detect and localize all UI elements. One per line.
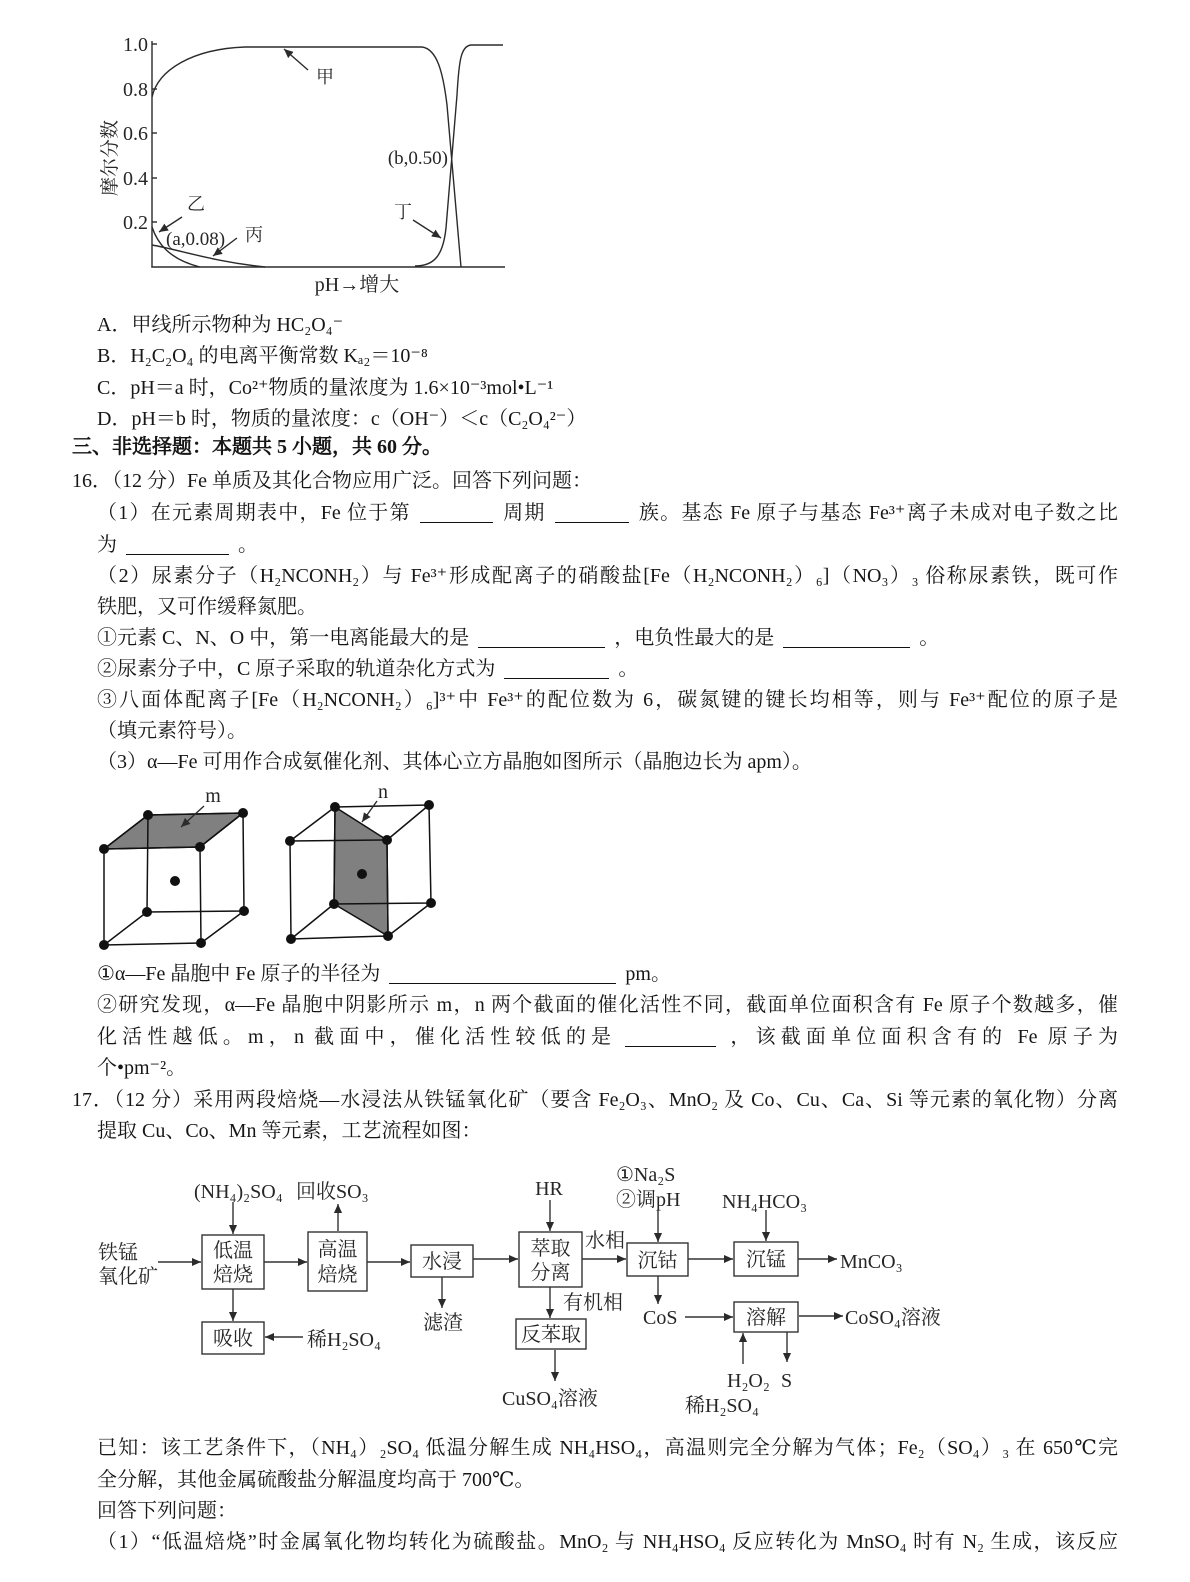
q16-part1-line1: [97, 498, 1118, 528]
q16-part2-sub1: [97, 623, 939, 653]
label-ding: 丁: [394, 202, 412, 222]
box-extract-line1: 萃取: [530, 1238, 571, 1260]
h2o2-label: H₂O₂: [727, 1370, 770, 1392]
text-segment: （1）在元素周期表中，Fe 位于第: [97, 502, 411, 524]
label-jia: 甲: [316, 67, 334, 87]
answer-blank: [625, 1045, 716, 1047]
q16-part3-sub2-line3: 个•pm⁻²。: [97, 1057, 187, 1079]
option-d: D．pH＝b 时，物质的量浓度：c（OH⁻）＜c（C₂O₄²⁻）: [97, 408, 587, 430]
box-low-temp-line2: 焙烧: [213, 1264, 253, 1286]
label-yi: 乙: [187, 194, 205, 214]
annotation-point-a: (a,0.08): [166, 229, 226, 250]
organic-phase-label: 有机相: [563, 1292, 623, 1314]
box-extract-line2: 分离: [530, 1262, 571, 1284]
answer-blank: [555, 521, 629, 523]
body-center-atom: [357, 869, 367, 879]
text-segment: 族。基态 Fe 原子与基态 Fe³⁺离子未成对电子数之比: [637, 502, 1119, 524]
atoms: [285, 800, 436, 944]
atom: [383, 931, 393, 941]
cobalt-step1-label: ①Na₂S: [616, 1164, 676, 1186]
text-segment: 。: [919, 627, 940, 649]
reagent-hr-label: HR: [535, 1178, 563, 1200]
body-center-atom: [170, 876, 180, 886]
flow-boxes: [202, 1232, 798, 1354]
q17-answer-prompt: 回答下列问题：: [97, 1500, 237, 1522]
q17-known-line2: 全分解，其他金属硫酸盐分解温度均高于 700℃。: [97, 1469, 535, 1491]
atom: [99, 940, 109, 950]
q16-part2-sub3-line2: （填元素符号）。: [97, 720, 247, 742]
answer-blank: [126, 553, 229, 555]
arrow-n: [362, 801, 377, 822]
text-segment: ①元素 C、N、O 中，第一电离能最大的是: [97, 627, 470, 649]
annotation-point-b: (b,0.50): [387, 148, 448, 169]
box-low-temp-line1: 低温: [213, 1240, 253, 1262]
q17-stem-line2: 提取 Cu、Co、Mn 等元素，工艺流程如图：: [97, 1120, 482, 1142]
q16-part2-sub2: [97, 654, 638, 684]
edge: [387, 805, 429, 840]
atom: [286, 934, 296, 944]
cobalt-step2-label: ②调pH: [616, 1189, 681, 1211]
reagent-nh4hco3-label: NH₄HCO₃: [722, 1191, 808, 1213]
recover-so3-label: 回收SO₃: [296, 1181, 369, 1203]
edge: [388, 903, 431, 936]
atom: [143, 810, 153, 820]
label-m: m: [205, 785, 221, 807]
atom: [426, 898, 436, 908]
unit-cell-n: [285, 781, 436, 944]
q16-part3-intro: （3）α—Fe 可用作合成氨催化剂、其体心立方晶胞如图所示（晶胞边长为 apm）。: [97, 751, 812, 773]
atom: [329, 899, 339, 909]
process-flow-diagram: [98, 1164, 941, 1417]
unit-cell-m: [99, 785, 249, 950]
y-tick-label: 0.4: [123, 168, 148, 190]
section-heading: 三、非选择题：本题共 5 小题，共 60 分。: [72, 436, 442, 458]
aqueous-phase-label: 水相: [585, 1230, 625, 1252]
box-high-temp-line2: 焙烧: [317, 1264, 358, 1286]
atom: [195, 842, 205, 852]
y-tick-label: 0.6: [123, 123, 148, 145]
text-segment: 为: [97, 534, 117, 556]
q16-part2-sub3-line1: ③八面体配离子[Fe（H₂NCONH₂）₆]³⁺中 Fe³⁺的配位数为 6，碳氮键的键长均相等，则与 Fe³⁺配位的原子是: [97, 689, 1118, 711]
box-dissolve-label: 溶解: [746, 1307, 786, 1329]
text-segment: ①α—Fe 晶胞中 Fe 原子的半径为: [97, 963, 381, 985]
arrow-jia: [284, 49, 308, 70]
atom: [99, 844, 109, 854]
text-segment: 周期: [501, 502, 546, 524]
reagent-ammonium-sulfate: (NH₄)₂SO₄: [194, 1181, 283, 1203]
answer-blank: [504, 677, 609, 679]
q16-stem: 16．（12 分）Fe 单质及其化合物应用广泛。回答下列问题：: [72, 470, 592, 492]
text-segment: ②尿素分子中，C 原子采取的轨道杂化方式为: [97, 658, 496, 680]
q17-known-line1: 已知：该工艺条件下，（NH₄）₂SO₄ 低温分解生成 NH₄HSO₄，高温则完全分解为气体；Fe₂（SO₄）₃ 在 650℃完: [97, 1437, 1118, 1459]
atom: [285, 836, 295, 846]
edge: [290, 807, 335, 841]
x-axis-label: pH→增大: [314, 274, 400, 296]
cross-section-m: [104, 813, 243, 849]
q17-part1-line1: （1）“低温焙烧”时金属氧化物均转化为硫酸盐。MnO₂ 与 NH₄HSO₄ 反应转化为 MnSO₄ 时有 N₂ 生成，该反应: [97, 1531, 1118, 1553]
q16-part3-sub2-line1: ②研究发现，α—Fe 晶胞中阴影所示 m，n 两个截面的催化活性不同，截面单位面积含有 Fe 原子个数越多，催: [97, 994, 1118, 1016]
box-high-temp-line1: 高温: [317, 1239, 358, 1261]
dilute-acid-dissolve-label: 稀H₂SO₄: [685, 1395, 759, 1417]
arrow-ding: [413, 220, 441, 238]
input-ore-line2: 氧化矿: [98, 1266, 158, 1288]
y-tick-label: 0.2: [123, 212, 148, 234]
coso4-solution-label: CoSO₄溶液: [845, 1307, 941, 1329]
y-tick-label: 0.8: [123, 79, 148, 101]
q16-part2-line1: （2）尿素分子（H₂NCONH₂）与 Fe³⁺形成配离子的硝酸盐[Fe（H₂NCONH₂）₆]（NO₃）₃ 俗称尿素铁，既可作: [97, 565, 1118, 587]
q16-part3-sub1: [97, 959, 671, 989]
text-segment: ，该截面单位面积含有的 Fe 原子为: [725, 1026, 1119, 1048]
q16-part1-line2: [97, 530, 258, 560]
residue-label: 滤渣: [423, 1312, 463, 1334]
answer-blank: [478, 646, 605, 648]
option-b: B．H₂C₂O₄ 的电离平衡常数 Kₐ₂＝10⁻⁸: [97, 345, 428, 367]
y-tick-label: 1.0: [123, 34, 148, 56]
q16-part2-line2: 铁肥，又可作缓释氮肥。: [97, 596, 317, 618]
atom: [330, 802, 340, 812]
text-segment: 。: [238, 534, 258, 556]
q17-stem-line1: 17．（12 分）采用两段焙烧—水浸法从铁锰氧化矿（要含 Fe₂O₃、MnO₂ 及 Co、Cu、Ca、Si 等元素的氧化物）分离: [72, 1089, 1118, 1111]
speciation-chart: [99, 34, 505, 296]
box-absorb-label: 吸收: [213, 1328, 253, 1350]
sulfur-label: S: [781, 1370, 793, 1392]
flow-labels: [98, 1164, 941, 1417]
answer-blank: [420, 521, 493, 523]
atom: [239, 906, 249, 916]
cos-label: CoS: [643, 1307, 678, 1329]
q16-part3-sub2-line2: [97, 1022, 1118, 1052]
option-c: C．pH＝a 时，Co²⁺物质的量浓度为 1.6×10⁻³mol•L⁻¹: [97, 377, 554, 399]
text-segment: pm。: [625, 963, 671, 985]
atom: [196, 938, 206, 948]
box-cobalt-precip-label: 沉钴: [637, 1250, 678, 1272]
label-bing: 丙: [245, 225, 263, 245]
atom: [142, 907, 152, 917]
text-segment: 。: [618, 658, 639, 680]
dilute-acid-absorb-label: 稀H₂SO₄: [307, 1329, 381, 1351]
atom: [238, 808, 248, 818]
atom: [382, 835, 392, 845]
label-n: n: [378, 781, 388, 803]
atom: [424, 800, 434, 810]
box-water-leach-label: 水浸: [422, 1251, 462, 1273]
text-segment: ，电负性最大的是: [614, 627, 775, 649]
answer-blank: [389, 982, 616, 984]
answer-blank: [783, 646, 910, 648]
front-face: [104, 847, 201, 945]
edge: [291, 904, 334, 939]
y-axis-label: 摩尔分数: [100, 119, 121, 197]
cuso4-solution-label: CuSO₄溶液: [502, 1388, 598, 1410]
option-a: A．甲线所示物种为 HC₂O₄⁻: [97, 314, 344, 336]
edge: [104, 912, 147, 945]
input-ore-line1: 铁锰: [98, 1242, 138, 1264]
mnco3-label: MnCO₃: [840, 1251, 903, 1273]
text-segment: 化活性越低。m，n 截面中，催化活性较低的是: [97, 1026, 617, 1048]
box-manganese-precip-label: 沉锰: [746, 1249, 786, 1271]
box-back-extract-label: 反苯取: [521, 1324, 581, 1346]
edge: [201, 911, 244, 943]
